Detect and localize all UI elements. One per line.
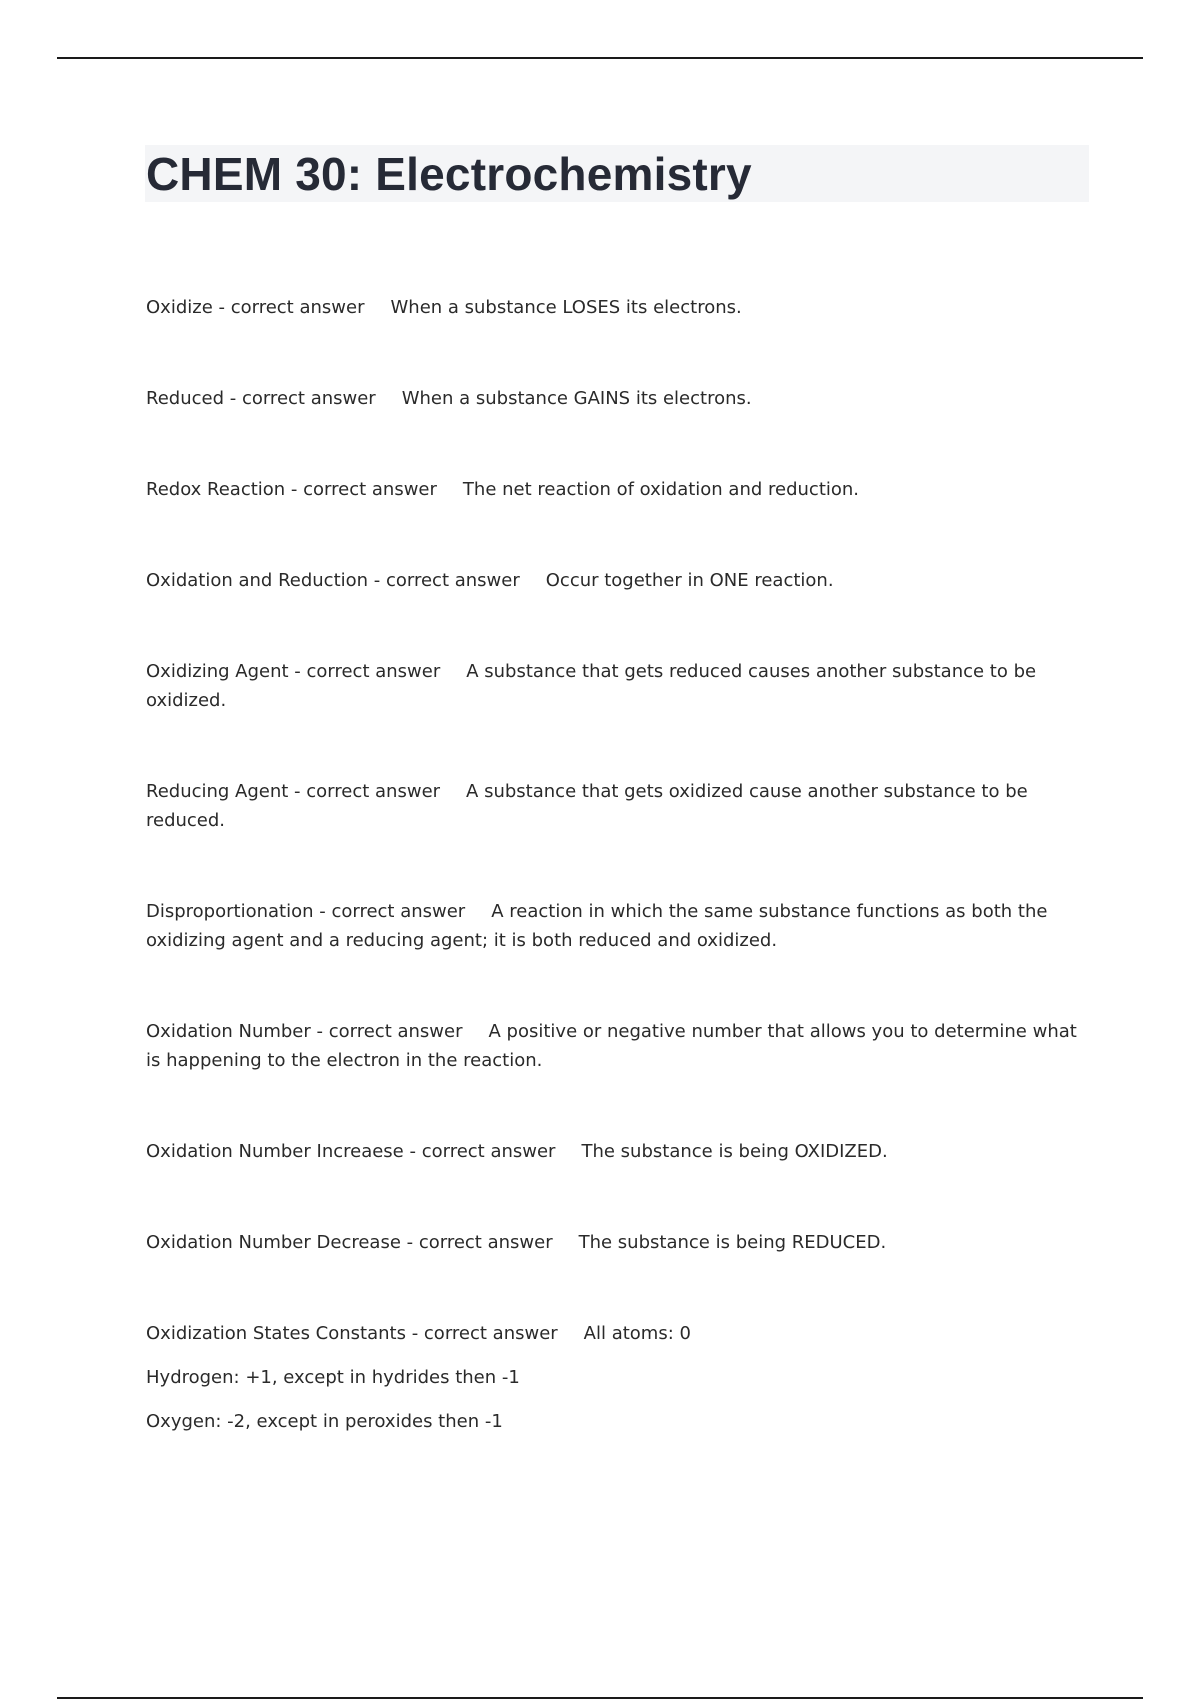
term: Oxidize - correct answer (146, 297, 365, 318)
entry-oxidation-number-increase (146, 1137, 1086, 1166)
term: Reduced - correct answer (146, 388, 376, 409)
definition: A substance that gets reduced causes another substance to be oxidized. (146, 661, 1037, 711)
definition: A reaction in which the same substance functions as both the oxidizing agent and a reducing agent; it is both reduced and oxidized. (146, 901, 1048, 951)
entry-oxidization-states-constants (146, 1319, 1086, 1436)
definition: Occur together in ONE reaction. (545, 570, 834, 591)
entry-oxidize (146, 293, 1086, 322)
top-rule (57, 57, 1143, 59)
entry-oxidation-number-decrease (146, 1228, 1086, 1257)
flashcard-list (146, 293, 1086, 1436)
definition-line-hydrogen: Hydrogen: +1, except in hydrides then -1 (146, 1367, 520, 1388)
definition: The substance is being OXIDIZED. (581, 1141, 888, 1162)
definition: A positive or negative number that allows you to determine what is happening to the electron in the reaction. (146, 1021, 1077, 1071)
bottom-rule (57, 1697, 1143, 1699)
entry-oxidizing-agent (146, 657, 1086, 715)
definition: The net reaction of oxidation and reduction. (462, 479, 860, 500)
term: Oxidation and Reduction - correct answer (146, 570, 520, 591)
term: Reducing Agent - correct answer (146, 781, 441, 802)
term: Oxidation Number Increaese - correct answer (146, 1141, 556, 1162)
entry-first-line (146, 1319, 1086, 1348)
page-title: CHEM 30: Electrochemistry (146, 148, 752, 200)
definition: When a substance GAINS its electrons. (401, 388, 752, 409)
entry-oxidation-and-reduction (146, 566, 1086, 595)
entry-redox-reaction (146, 475, 1086, 504)
term: Oxidizing Agent - correct answer (146, 661, 441, 682)
term: Oxidization States Constants - correct answer (146, 1323, 558, 1344)
definition: All atoms: 0 (583, 1323, 691, 1344)
definition-line-oxygen: Oxygen: -2, except in peroxides then -1 (146, 1411, 503, 1432)
entry-reducing-agent (146, 777, 1086, 835)
term: Disproportionation - correct answer (146, 901, 466, 922)
entry-disproportionation (146, 897, 1086, 955)
term: Redox Reaction - correct answer (146, 479, 437, 500)
entry-oxidation-number (146, 1017, 1086, 1075)
definition: When a substance LOSES its electrons. (390, 297, 742, 318)
definition: A substance that gets oxidized cause another substance to be reduced. (146, 781, 1028, 831)
term: Oxidation Number Decrease - correct answer (146, 1232, 553, 1253)
definition: The substance is being REDUCED. (578, 1232, 887, 1253)
entry-reduced (146, 384, 1086, 413)
term: Oxidation Number - correct answer (146, 1021, 463, 1042)
